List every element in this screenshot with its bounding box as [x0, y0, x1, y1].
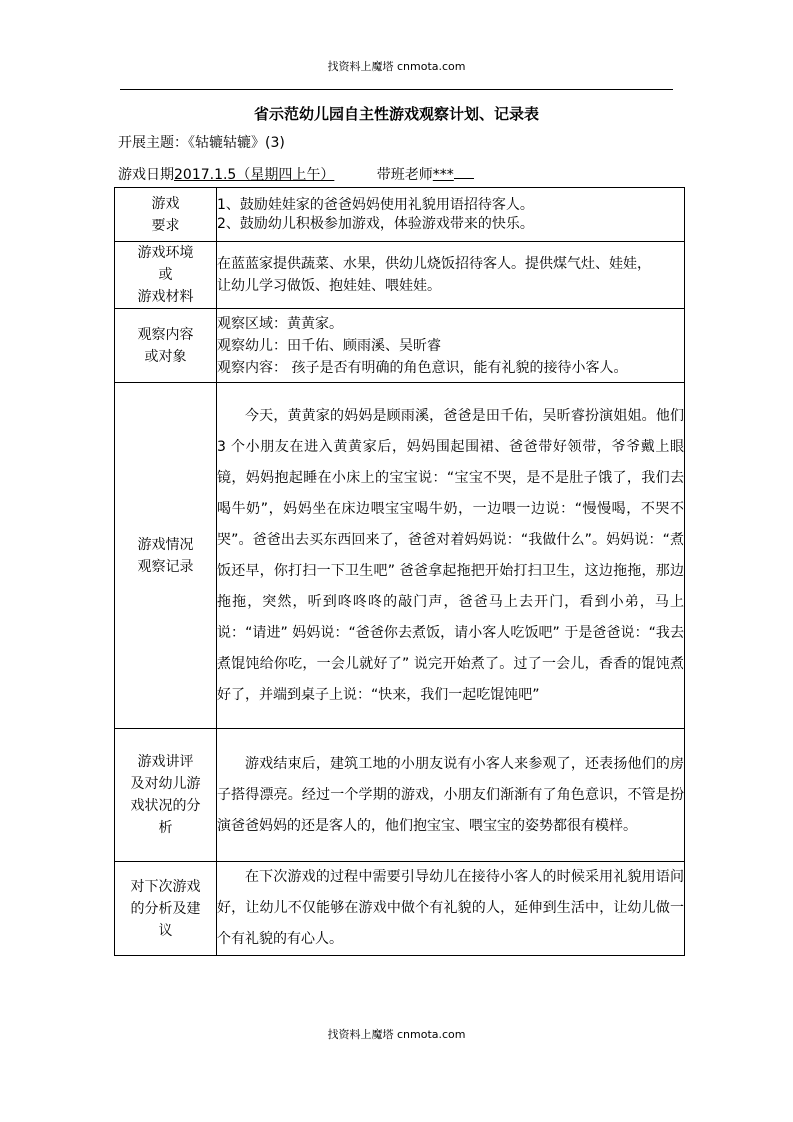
label-line: 游戏情况 [137, 536, 194, 553]
table-row-observation-record [115, 383, 685, 729]
content-line: 观察幼儿：田千佑、顾雨溪、吴昕睿 [217, 337, 441, 354]
theme-line: 开展主题：《轱辘轱辘》(3) [118, 135, 285, 151]
record-paragraph: 今天，黄黄家的妈妈是顾雨溪，爸爸是田千佑，吴昕睿扮演姐姐。他们 3 个小朋友在进入黄黄家后，妈妈围起围裙、爸爸带好领带，爷爷戴上眼镜，妈妈抱起睡在小床上的宝宝说：“宝宝不哭，是不是肚子饿了，我们去喝牛奶”，妈妈坐在床边喂宝宝喝牛奶，一边喂一边说：“慢慢喝，不哭不哭”。爸爸出去买东西回来了，爸爸对着妈妈说：“我做什么”。妈妈说：“煮饭还早，你打扫一下卫生吧” 爸爸拿起拖把开始打扫卫生，这边拖拖，那边拖拖，突然，听到咚咚咚的敲门声，爸爸马上去开门，看到小弟，马上说：“请进” 妈妈说：“爸爸你去煮饭，请小客人吃饭吧” 于是爸爸说：“我去煮馄饨给你吃，一会儿就好了” 说完开始煮了。过了一会儿，香香的馄饨煮好了，并端到桌子上说：“快来，我们一起吃馄饨吧” [217, 407, 684, 703]
row-content [217, 862, 685, 956]
row-label [115, 729, 217, 862]
label-line: 观察内容 [137, 326, 194, 343]
label-line: 游戏环境 [137, 245, 194, 261]
row-label [115, 862, 217, 956]
row-label [115, 188, 217, 242]
table-row-requirements [115, 188, 685, 242]
row-content [217, 242, 685, 309]
label-line: 对下次游戏 [130, 878, 201, 895]
footer-site-link[interactable]: 找资料上魔塔 cnmota.com [327, 1028, 466, 1041]
label-line: 观察记录 [137, 558, 194, 575]
content-line: 观察内容： 孩子是否有明确的角色意识，能有礼貌的接待小客人。 [217, 359, 628, 376]
document-title: 省示范幼儿园自主性游戏观察计划、记录表 [253, 105, 539, 123]
label-line: 及对幼儿游 [130, 776, 201, 792]
table-row-observation-target [115, 309, 685, 383]
row-content [217, 309, 685, 383]
content-line: 2、鼓励幼儿积极参加游戏，体验游戏带来的快乐。 [217, 215, 534, 232]
label-line: 戏状况的分 [130, 798, 201, 814]
row-label [115, 242, 217, 309]
date-value: 2017.1.5（星期四上午） [174, 167, 335, 183]
content-line: 让幼儿学习做饭、抱娃娃、喂娃娃。 [217, 278, 441, 294]
row-content [217, 383, 685, 729]
table-row-evaluation [115, 729, 685, 862]
header-site-link[interactable]: 找资料上魔塔 cnmota.com [327, 60, 466, 73]
label-line: 游戏讲评 [137, 754, 194, 770]
label-line: 的分析及建 [130, 900, 201, 917]
teacher-blank-line [454, 166, 474, 179]
label-line: 游戏 [151, 195, 180, 212]
label-line: 议 [158, 922, 173, 939]
evaluation-paragraph: 游戏结束后，建筑工地的小朋友说有小客人来参观了，还表扬他们的房子搭得漂亮。经过一个学期的游戏，小朋友们渐渐有了角色意识，不管是扮演爸爸妈妈的还是客人的，他们抱宝宝、喂宝宝的姿势都很有模样。 [217, 755, 684, 834]
table-row-suggestions [115, 862, 685, 956]
row-label [115, 309, 217, 383]
date-teacher-line [118, 164, 474, 184]
content-line: 1、鼓励娃娃家的爸爸妈妈使用礼貌用语招待客人。 [217, 196, 534, 213]
content-line: 观察区域：黄黄家。 [217, 315, 343, 332]
teacher-value: *** [432, 167, 454, 183]
suggestion-paragraph: 在下次游戏的过程中需要引导幼儿在接待小客人的时候采用礼貌用语问好，让幼儿不仅能够在游戏中做个有礼貌的人，延伸到生活中，让幼儿做一个有礼貌的有心人。 [217, 869, 684, 947]
row-label [115, 383, 217, 729]
date-label: 游戏日期 [118, 167, 174, 183]
record-table [114, 187, 685, 956]
label-line: 析 [158, 820, 173, 836]
teacher-label: 带班老师 [376, 167, 433, 183]
label-line: 或对象 [144, 348, 187, 365]
label-line: 游戏材料 [137, 289, 194, 305]
label-line: 或 [158, 267, 173, 283]
label-line: 要求 [151, 217, 180, 234]
content-line: 在蓝蓝家提供蔬菜、水果，供幼儿烧饭招待客人。提供煤气灶、娃娃， [217, 256, 651, 272]
row-content [217, 729, 685, 862]
row-content [217, 188, 685, 242]
table-row-materials [115, 242, 685, 309]
header-divider [120, 89, 673, 90]
